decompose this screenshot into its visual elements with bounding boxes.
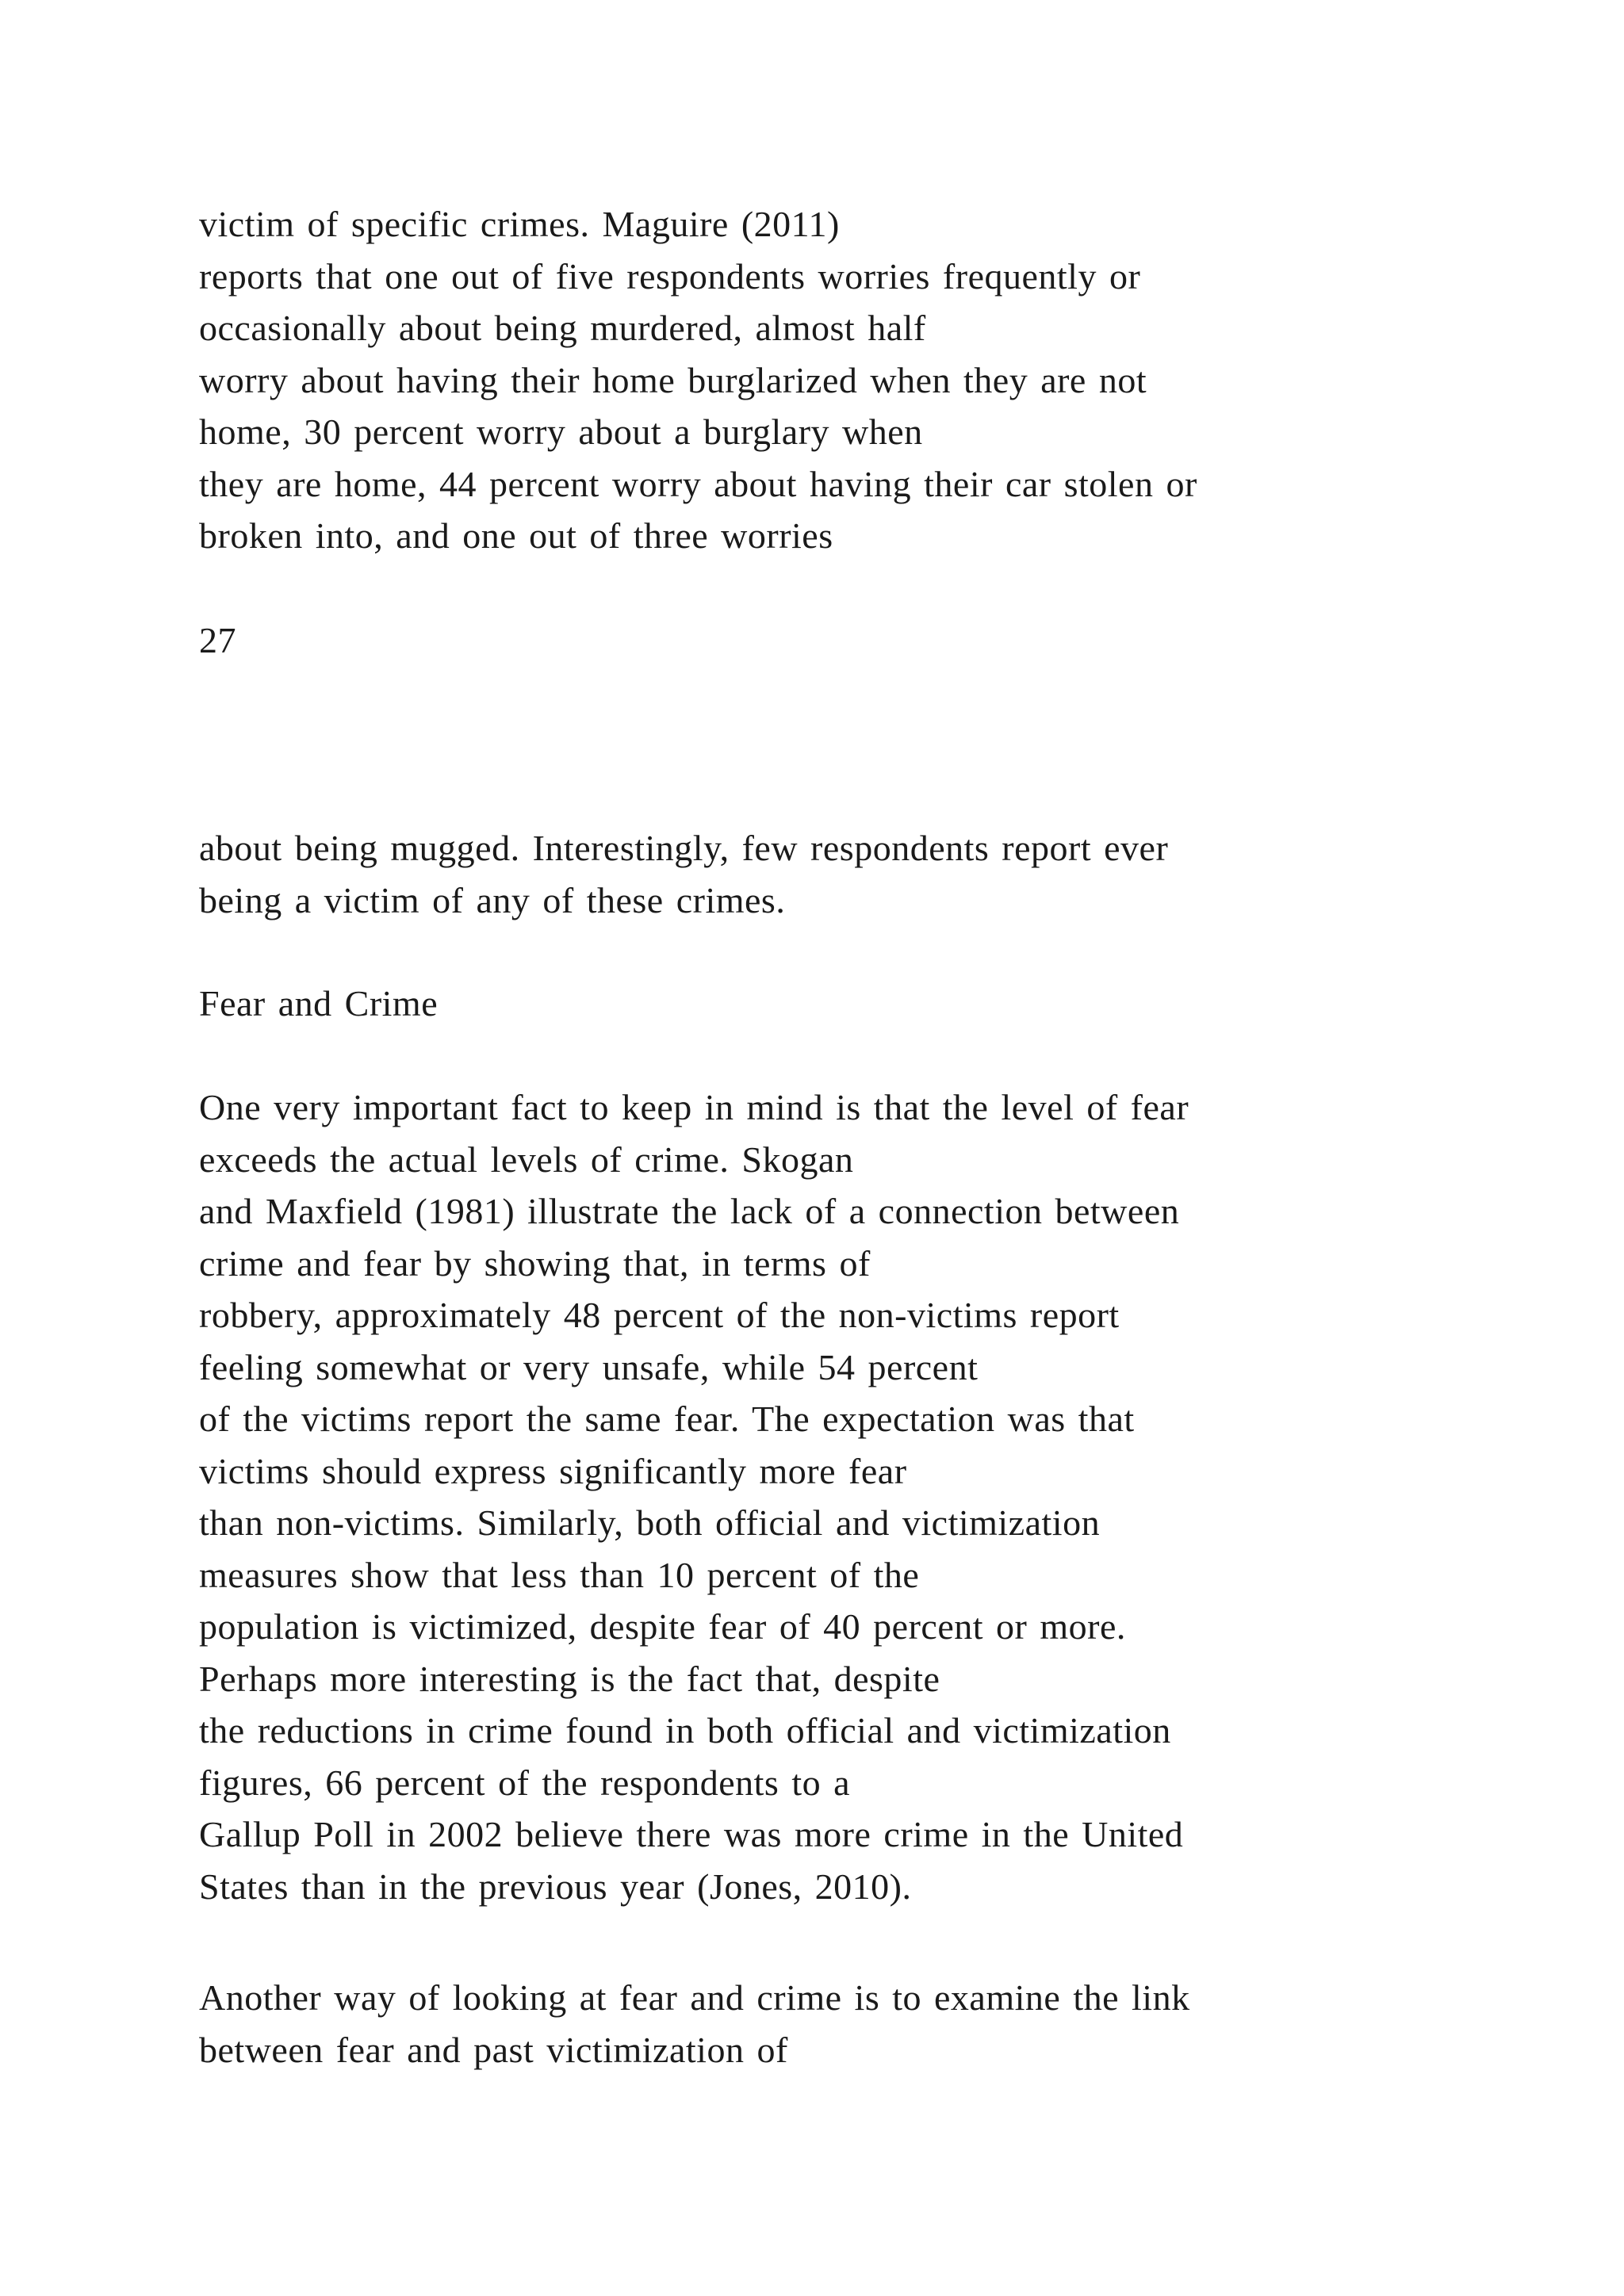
text-line: Another way of looking at fear and crime is to examine the link — [199, 1977, 1190, 2018]
text-line: victim of specific crimes. Maguire (2011) — [199, 204, 840, 244]
text-line: victims should express significantly more fear — [199, 1450, 907, 1491]
text-line: measures show that less than 10 percent of the — [199, 1554, 920, 1595]
text-line: and Maxfield (1981) illustrate the lack of a connection between — [199, 1191, 1180, 1231]
text-line: the reductions in crime found in both official and victimization — [199, 1710, 1171, 1751]
text-line: exceeds the actual levels of crime. Skogan — [199, 1138, 854, 1180]
text-line: worry about having their home burglarized when they are not — [199, 359, 1147, 400]
text-line: of the victims report the same fear. The expectation was that — [199, 1399, 1135, 1439]
paragraph-continue — [199, 822, 1563, 926]
text-line: about being mugged. Interestingly, few respondents report ever — [199, 828, 1169, 868]
text-line: than non-victims. Similarly, both official and victimization — [199, 1502, 1101, 1543]
text-line: crime and fear by showing that, in terms of — [199, 1242, 871, 1284]
section-heading-text: Fear and Crime — [199, 983, 439, 1024]
paragraph-top — [199, 198, 1563, 562]
text-line: occasionally about being murdered, almost half — [199, 308, 926, 348]
text-line: Perhaps more interesting is the fact that, despite — [199, 1658, 940, 1699]
text-line: reports that one out of five respondents worries frequently or — [199, 255, 1141, 297]
text-line: robbery, approximately 48 percent of the non-victims report — [199, 1295, 1120, 1335]
page-number-text: 27 — [199, 620, 236, 660]
text-line: population is victimized, despite fear of 40 percent or more. — [199, 1606, 1126, 1647]
text-line: Gallup Poll in 2002 believe there was more crime in the United — [199, 1814, 1184, 1854]
paragraph-another-way — [199, 1972, 1563, 2076]
page-number — [199, 614, 1563, 667]
text-line: figures, 66 percent of the respondents to a — [199, 1762, 851, 1803]
text-line: broken into, and one out of three worries — [199, 515, 833, 556]
text-line: States than in the previous year (Jones, 2010). — [199, 1866, 912, 1907]
paragraph-fear-and-crime — [199, 1081, 1563, 1912]
text-line: feeling somewhat or very unsafe, while 54 percent — [199, 1346, 979, 1387]
text-line: home, 30 percent worry about a burglary when — [199, 411, 923, 452]
text-line: between fear and past victimization of — [199, 2029, 788, 2070]
text-line: One very important fact to keep in mind is that the level of fear — [199, 1087, 1189, 1127]
text-line: they are home, 44 percent worry about having their car stolen or — [199, 463, 1197, 504]
text-line: being a victim of any of these crimes. — [199, 879, 786, 920]
section-heading — [199, 978, 1563, 1030]
